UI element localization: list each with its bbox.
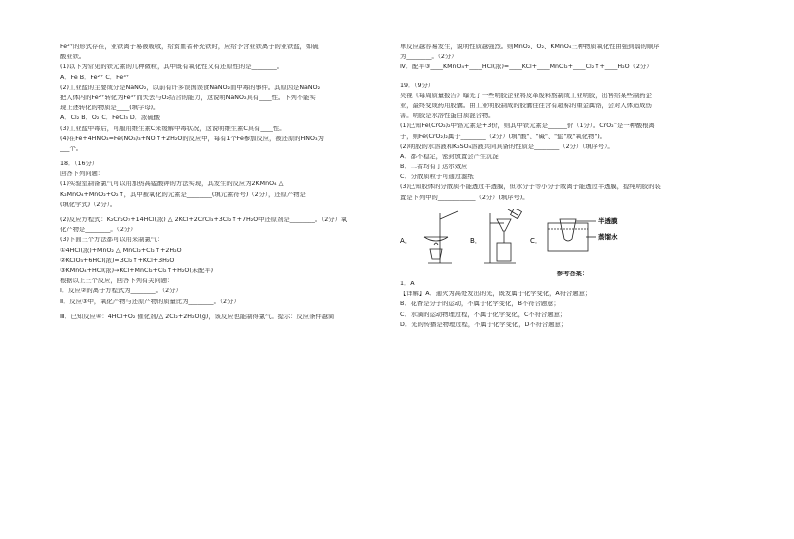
text-line: 把人体内的Fe²⁺转化为Fe³⁺而失去与O₂结合的能力，这说明NaNO₂具有____性。下列不能实 bbox=[60, 94, 316, 101]
text-line: 子，则Fe(CrO₂)₂属于________（2分）(填"酸"、"碱"、"盐"或"氧化物")。 bbox=[400, 133, 606, 140]
option-c-label: C． bbox=[530, 236, 542, 245]
text-line: B．二者均有丁达尔效应 bbox=[400, 164, 468, 171]
text-line: 央视《每周质量报告》曝光了一些明胶企业将皮革废料熬制成工业明胶，出售给某些制药企 bbox=[400, 92, 652, 99]
answer-line: D．光的传播是物理过程，不属于化学变化，D不符合题意； bbox=[400, 321, 568, 328]
text-line: Fe²⁺的形式存在，亚铁离子易被吸收，给贫血者补充铁时，应给予含亚铁离子的亚铁盐，如硫 bbox=[60, 44, 319, 50]
text-line: A．都不稳定，密封放置会产生沉淀 bbox=[400, 153, 499, 160]
text-line: 为________。（2分） bbox=[400, 54, 458, 61]
text-line: A．Cl₂ B．O₂ C．FeCl₃ D．浓硫酸 bbox=[60, 115, 160, 122]
text-line: Ⅳ．配平③____KMnO₄+____HCl(浓)=____KCl+____MnCl₂+____Cl₂↑+____H₂O（2分） bbox=[400, 64, 653, 71]
text-line: (1)实验室制备氯气可以用加热高锰酸钾的方法实现，其发生的反应为2KMnO₄ △ bbox=[60, 181, 284, 188]
answer-line: 1．A bbox=[400, 281, 415, 287]
text-line: 业，最终变成药用胶囊。由工业明胶制成的胶囊往往含有超标的重金属铬，会对人体造成伤 bbox=[400, 102, 652, 109]
text-line: Ⅲ．已知反应④：4HCl+O₂ 催化剂/△ 2Cl₂+2H₂O(g)，该反应也能制得氯气。提示：反应条件越简 bbox=[60, 313, 335, 320]
option-a-label: A． bbox=[400, 236, 412, 245]
right-column bbox=[400, 44, 745, 332]
text-line: (2)明胶的水溶液和K₂SO₄溶液共同具备的性质是________（2分）（填序号）。 bbox=[400, 143, 614, 150]
text-line: (4)在Fe+4HNO₃=Fe(NO₃)₃+NO↑+2H₂O的反应中，每有1个Fe参加反应，被还原的HNO₃为 bbox=[60, 135, 324, 142]
text-line: 置是下列中的____________（2分）(填序号)。 bbox=[400, 194, 529, 201]
text-line: 化产物是________。（2分） bbox=[60, 227, 137, 234]
text-line: 害。明胶是水溶性蛋白质混合物。 bbox=[400, 113, 495, 120]
membrane-label: 半透膜 bbox=[598, 216, 618, 225]
text-line: C．分散质粒子可通过滤纸 bbox=[400, 174, 474, 181]
text-line: Ⅱ．反应③中，氧化产物与还原产物的质量比为________。（2分） bbox=[60, 298, 240, 305]
dialysis-apparatus bbox=[548, 219, 596, 251]
text-line: (3)工业盐中毒后，可服用维生素C来缓解中毒状况，这说明维生素C具有____性。 bbox=[60, 125, 286, 132]
text-line: ___个。 bbox=[60, 145, 83, 152]
text-line: (1)以下为常见的铁元素的几种微粒，其中既有氧化性又有还原性的是________。 bbox=[60, 64, 284, 71]
left-column bbox=[60, 44, 405, 324]
apparatus-drawings bbox=[400, 209, 745, 267]
text-line: (2)工业盐的主要成分是NaNO₂，以前有许多误国误食NaNO₂而中毒的事件。其原因是NaNO₂ bbox=[60, 84, 321, 91]
apparatus-figure bbox=[400, 209, 745, 267]
question-heading: 19．（9分） bbox=[400, 82, 435, 89]
text-line: 单反应越容易发生，说明性质越强烈。则MnO₂、O₂、KMnO₄三种物质氧化性由强到弱的顺序 bbox=[400, 44, 660, 50]
answer-line: B．花香是分子的运动，不属于化学变化，B不符合题意； bbox=[400, 301, 560, 308]
text-line: (3)下面三个方法都可以用来制氯气： bbox=[60, 237, 164, 244]
text-line: (填化学式)（2分）。 bbox=[60, 201, 117, 208]
text-line: 酸亚铁。 bbox=[60, 54, 86, 61]
evaporation-apparatus bbox=[424, 211, 458, 263]
text-line: (3)已知胶体的分散质不能透过半透膜，但水分子等小分子或离子能透过半透膜，提纯明胶的装 bbox=[400, 184, 661, 191]
text-line: 现上述转化的物质是____(填字母)。 bbox=[60, 105, 160, 112]
question-heading: 18．（16分） bbox=[60, 161, 99, 168]
text-line: Ⅰ．反应②的离子方程式为________。（2分） bbox=[60, 288, 182, 295]
text-line: ③KMnO₄+HCl(浓)→KCl+MnCl₂+Cl₂↑+H₂O(未配平) bbox=[60, 267, 214, 274]
text-line: A．Fe B．Fe²⁺ C．Fe³⁺ bbox=[60, 74, 130, 81]
option-b-label: B． bbox=[470, 236, 482, 245]
text-line: ①4HCl(浓)+MnO₂ △ MnCl₂+Cl₂↑+2H₂O bbox=[60, 247, 182, 254]
text-line: K₂MnO₄+MnO₂+O₂↑，其中被氧化的元素是________(填元素符号)（2分），还原产物是 bbox=[60, 191, 306, 198]
filtration-apparatus bbox=[484, 209, 521, 263]
distilled-water-label: 蒸馏水 bbox=[598, 232, 618, 241]
answers-title: 参考答案： bbox=[556, 270, 589, 277]
text-line: 根据以上三个反应，回答下列有关问题： bbox=[60, 278, 174, 285]
text-line: (2)反应方程式：K₂Cr₂O₇+14HCl(浓) △ 2KCl+2CrCl₃+3Cl₂↑+7H₂O中还原剂是________。（2分）氧 bbox=[60, 217, 348, 223]
text-line: 回答下列问题： bbox=[60, 171, 105, 178]
text-line: (1)已知Fe(CrO₂)₂中铬元素是+3价，则其中铁元素是______价（1分）。CrO₂⁻是一种酸根离 bbox=[400, 123, 655, 130]
text-line: ②KClO₃+6HCl(浓)=3Cl₂↑+KCl+3H₂O bbox=[60, 257, 175, 264]
answer-line: 【详解】A．通火为高处发出的光，既发属于化学变化，A符合题意； bbox=[400, 291, 592, 298]
answer-line: C．水滴的运动物理过程，不属于化学变化，C不符合题意； bbox=[400, 311, 567, 318]
